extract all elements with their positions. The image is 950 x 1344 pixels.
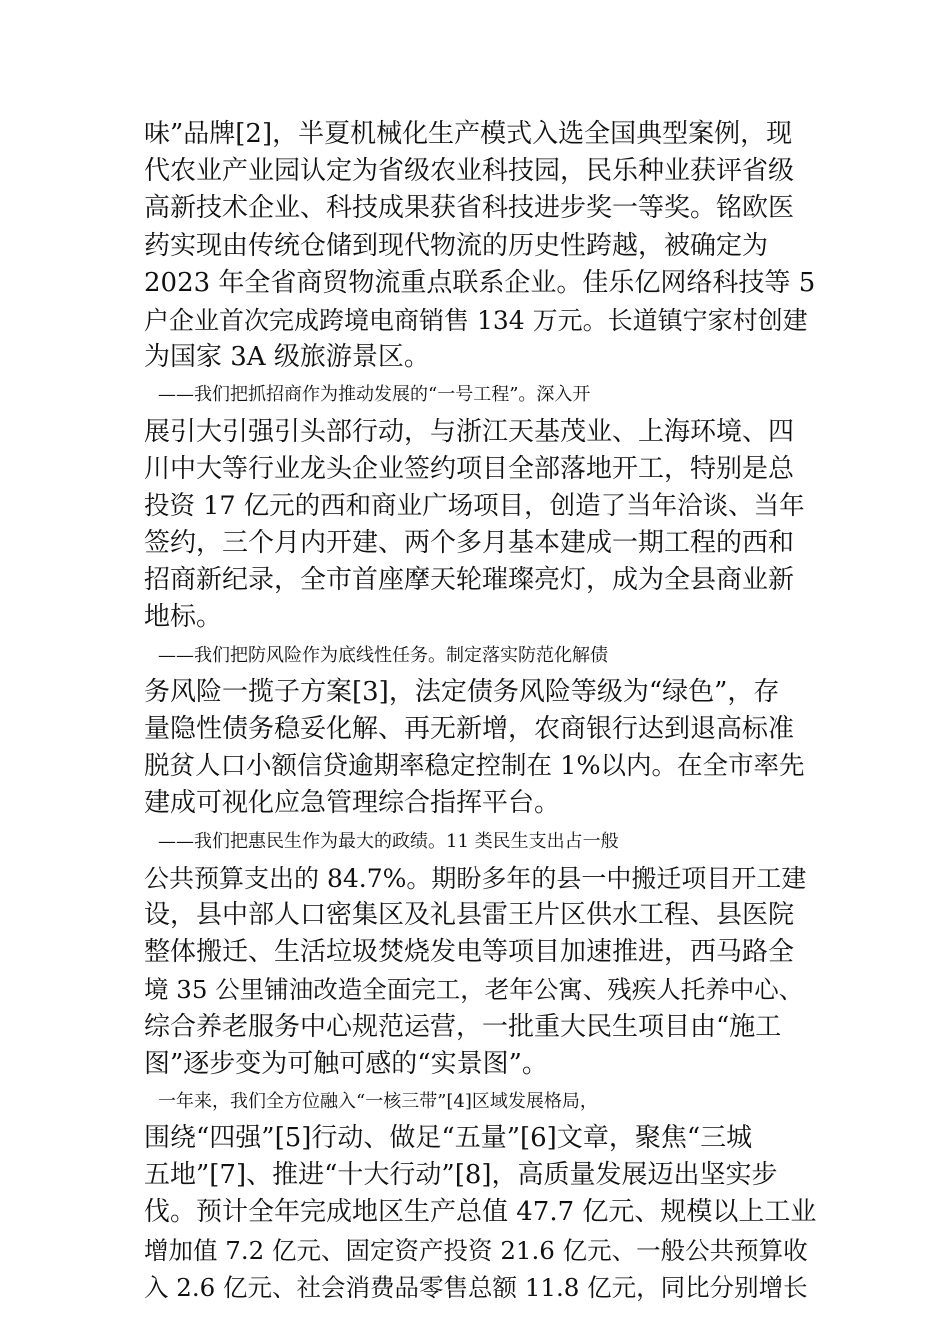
text-line: 地标。 xyxy=(144,602,223,633)
text-line: 围绕“四强”[5]行动、做足“五量”[6]文章，聚焦“三城 xyxy=(144,1123,753,1154)
text-line: 户企业首次完成跨境电商销售 134 万元。长道镇宁家村创建 xyxy=(144,305,808,335)
text-line: 川中大等行业龙头企业签约项目全部落地开工，特别是总 xyxy=(144,453,795,484)
text-line: 投资 17 亿元的西和商业广场项目，创造了当年洽谈、当年 xyxy=(144,490,805,521)
text-line: 务风险一揽子方案[3]，法定债务风险等级为“绿色”，存 xyxy=(144,676,780,707)
text-line: 增加值 7.2 亿元、固定资产投资 21.6 亿元、一般公共预算收 xyxy=(144,1235,808,1265)
text-line: 展引大引强引头部行动，与浙江天基茂业、上海环境、四 xyxy=(144,416,795,447)
text-line: 综合养老服务中心规范运营，一批重大民生项目由“施工 xyxy=(144,1011,782,1042)
paragraph-start-line: ——我们把惠民生作为最大的政绩。11 类民生支出占一般 xyxy=(158,830,619,852)
text-line: 伐。预计全年完成地区生产总值 47.7 亿元、规模以上工业 xyxy=(144,1197,817,1228)
text-line: 设，县中部人口密集区及礼县雷王片区供水工程、县医院 xyxy=(144,899,795,930)
paragraph-start-line: ——我们把防风险作为底线性任务。制定落实防范化解债 xyxy=(158,644,608,666)
text-line: 脱贫人口小额信贷逾期率稳定控制在 1%以内。在全市率先 xyxy=(144,751,805,782)
text-line: 整体搬迁、生活垃圾焚烧发电等项目加速推进，西马路全 xyxy=(144,937,795,968)
text-line: 签约，三个月内开建、两个多月基本建成一期工程的西和 xyxy=(144,528,795,559)
text-line: 代农业产业园认定为省级农业科技园，民乐种业获评省级 xyxy=(144,156,795,187)
text-line: 味”品牌[2]，半夏机械化生产模式入选全国典型案例，现 xyxy=(144,119,793,149)
document-page xyxy=(144,116,817,1306)
paragraph-start-line: ——我们把抓招商作为推动发展的“一号工程”。深入开 xyxy=(158,384,591,406)
text-line: 药实现由传统仓储到现代物流的历史性跨越，被确定为 xyxy=(144,230,769,261)
text-line: 入 2.6 亿元、社会消费品零售总额 11.8 亿元，同比分别增长 xyxy=(144,1272,808,1302)
paragraph-start-line: 一年来，我们全方位融入“一核三带”[4]区域发展格局， xyxy=(158,1090,598,1112)
text-line: 公共预算支出的 84.7%。期盼多年的县一中搬迁项目开工建 xyxy=(144,863,807,893)
text-line: 建成可视化应急管理综合指挥平台。 xyxy=(144,788,561,819)
text-line: 为国家 3A 级旅游景区。 xyxy=(144,342,430,373)
text-line: 量隐性债务稳妥化解、再无新增，农商银行达到退高标准 xyxy=(144,714,795,744)
text-line: 高新技术企业、科技成果获省科技进步奖一等奖。铭欧医 xyxy=(144,193,795,224)
text-line: 境 35 公里铺油改造全面完工，老年公寓、残疾人托养中心、 xyxy=(144,975,804,1005)
text-line: 2023 年全省商贸物流重点联系企业。佳乐亿网络科技等 5 xyxy=(144,267,816,298)
text-line: 招商新纪录，全市首座摩天轮璀璨亮灯，成为全县商业新 xyxy=(144,565,795,596)
text-line: 五地”[7]、推进“十大行动”[8]，高质量发展迈出坚实步 xyxy=(144,1160,778,1191)
text-line: 图”逐步变为可触可感的“实景图”。 xyxy=(144,1048,548,1079)
